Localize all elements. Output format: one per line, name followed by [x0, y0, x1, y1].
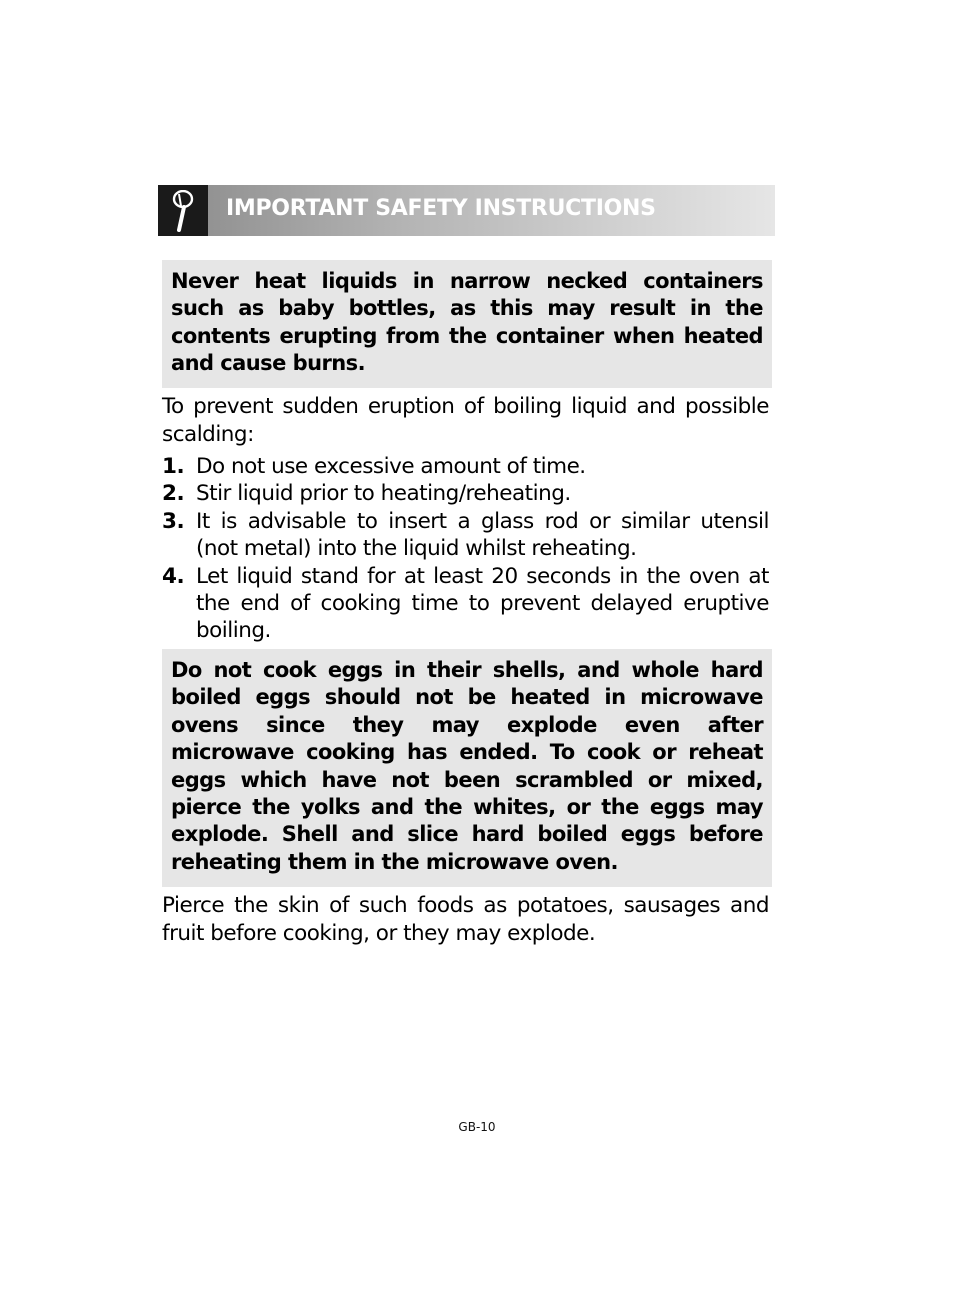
warning-pen-icon	[158, 185, 208, 236]
step-text: It is advisable to insert a glass rod or similar utensil (not metal) into the liquid whilst reheating.	[196, 508, 769, 562]
closing-text: Pierce the skin of such foods as potatoes, sausages and fruit before cooking, or they may explode.	[162, 893, 769, 946]
step-text: Let liquid stand for at least 20 seconds in the oven at the end of cooking time to prevent delayed eruptive boiling.	[196, 563, 769, 644]
page-title: IMPORTANT SAFETY INSTRUCTIONS	[226, 196, 656, 221]
step-number: 4.	[162, 563, 185, 589]
list-item	[162, 453, 769, 480]
step-text: Stir liquid prior to heating/reheating.	[196, 481, 571, 507]
warning-box-eggs: Do not cook eggs in their shells, and whole hard boiled eggs should not be heated in microwave ovens since they may explode even after microwave cooking has ended. To cook or reheat eggs which have not been scrambled or mixed, pierce the yolks and the whites, or the eggs may explode. Shell and slice hard boiled eggs before reheating them in the microwave oven.	[162, 649, 772, 887]
list-item	[162, 563, 769, 645]
list-item	[162, 508, 769, 563]
intro-text: To prevent sudden eruption of boiling liquid and possible scalding:	[162, 394, 769, 447]
step-number: 1.	[162, 454, 185, 479]
warning-box-narrow-containers: Never heat liquids in narrow necked containers such as baby bottles, as this may result in the contents erupting from the container when heated and cause burns.	[162, 260, 772, 388]
page-number: GB-10	[458, 1120, 496, 1134]
step-number: 2.	[162, 481, 185, 507]
step-number: 3.	[162, 508, 185, 534]
steps-list	[162, 453, 769, 645]
step-text: Do not use excessive amount of time.	[196, 454, 586, 479]
list-item	[162, 480, 769, 507]
section-header	[158, 185, 775, 236]
